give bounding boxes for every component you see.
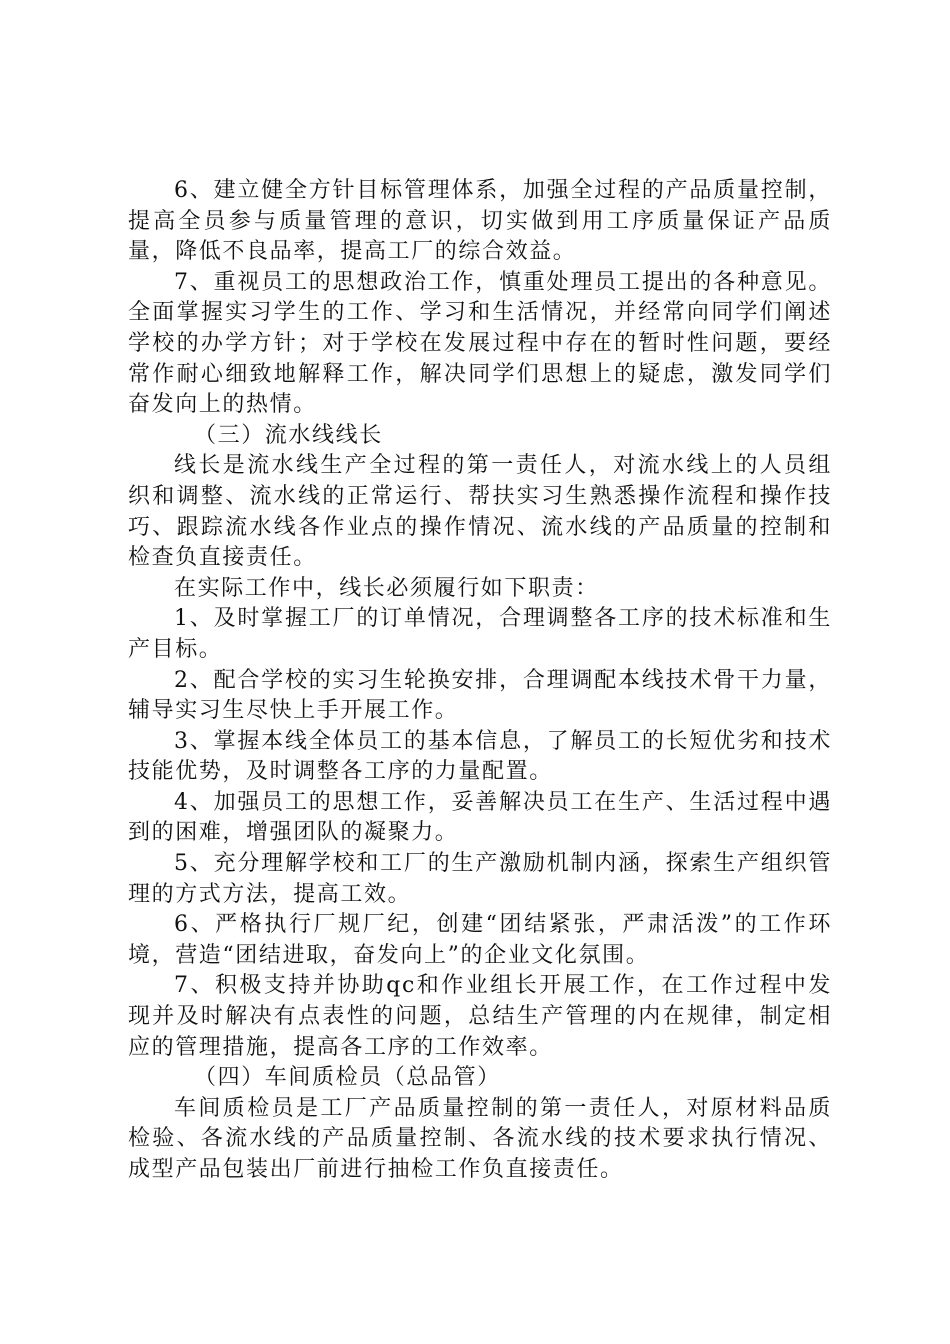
paragraph-duty-6: 6、严格执行厂规厂纪，创建“团结紧张，严肃活泼”的工作环境，营造“团结进取，奋发向上”的企业文化氛围。 <box>128 912 832 968</box>
paragraph-line-leader-definition: 线长是流水线生产全过程的第一责任人，对流水线上的人员组织和调整、流水线的正常运行、帮扶实习生熟悉操作流程和操作技巧、跟踪流水线各作业点的操作情况、流水线的产品质量的控制和检查负直接责任。 <box>128 453 832 571</box>
paragraph-quality-inspector-definition: 车间质检员是工厂产品质量控制的第一责任人，对原材料品质检验、各流水线的产品质量控制、各流水线的技术要求执行情况、成型产品包装出厂前进行抽检工作负直接责任。 <box>128 1095 832 1182</box>
paragraph-duty-7: 7、积极支持并协助qc和作业组长开展工作，在工作过程中发现并及时解决有点表性的问题，总结生产管理的内在规律，制定相应的管理措施，提高各工序的工作效率。 <box>128 973 832 1060</box>
paragraph-duty-5: 5、充分理解学校和工厂的生产激励机制内涵，探索生产组织管理的方式方法，提高工效。 <box>128 851 832 907</box>
paragraph-duty-2: 2、配合学校的实习生轮换安排，合理调配本线技术骨干力量，辅导实习生尽快上手开展工作。 <box>128 667 832 724</box>
paragraph-duty-3: 3、掌握本线全体员工的基本信息，了解员工的长短优劣和技术技能优势，及时调整各工序的力量配置。 <box>128 728 832 785</box>
paragraph-item-6-management-system: 6、建立健全方针目标管理体系，加强全过程的产品质量控制，提高全员参与质量管理的意识，切实做到用工序质量保证产品质量，降低不良品率，提高工厂的综合效益。 <box>128 178 832 265</box>
document-body <box>128 176 832 1186</box>
section-heading-line-leader: （三）流水线线长 <box>194 422 383 448</box>
paragraph-duty-1: 1、及时掌握工厂的订单情况，合理调整各工序的技术标准和生产目标。 <box>128 606 832 662</box>
paragraph-duty-4: 4、加强员工的思想工作，妥善解决员工在生产、生活过程中遇到的困难，增强团队的凝聚力。 <box>128 789 832 846</box>
section-heading-quality-inspector: （四）车间质检员（总品管） <box>194 1065 501 1091</box>
paragraph-item-7-employee-ideology: 7、重视员工的思想政治工作，慎重处理员工提出的各种意见。全面掌握实习学生的工作、学习和生活情况，并经常向同学们阐述学校的办学方针；对于学校在发展过程中存在的暂时性问题，要经常作耐心细致地解释工作，解决同学们思想上的疑虑，激发同学们奋发向上的热情。 <box>128 269 832 418</box>
paragraph-line-leader-duties-intro: 在实际工作中，线长必须履行如下职责： <box>174 575 599 601</box>
